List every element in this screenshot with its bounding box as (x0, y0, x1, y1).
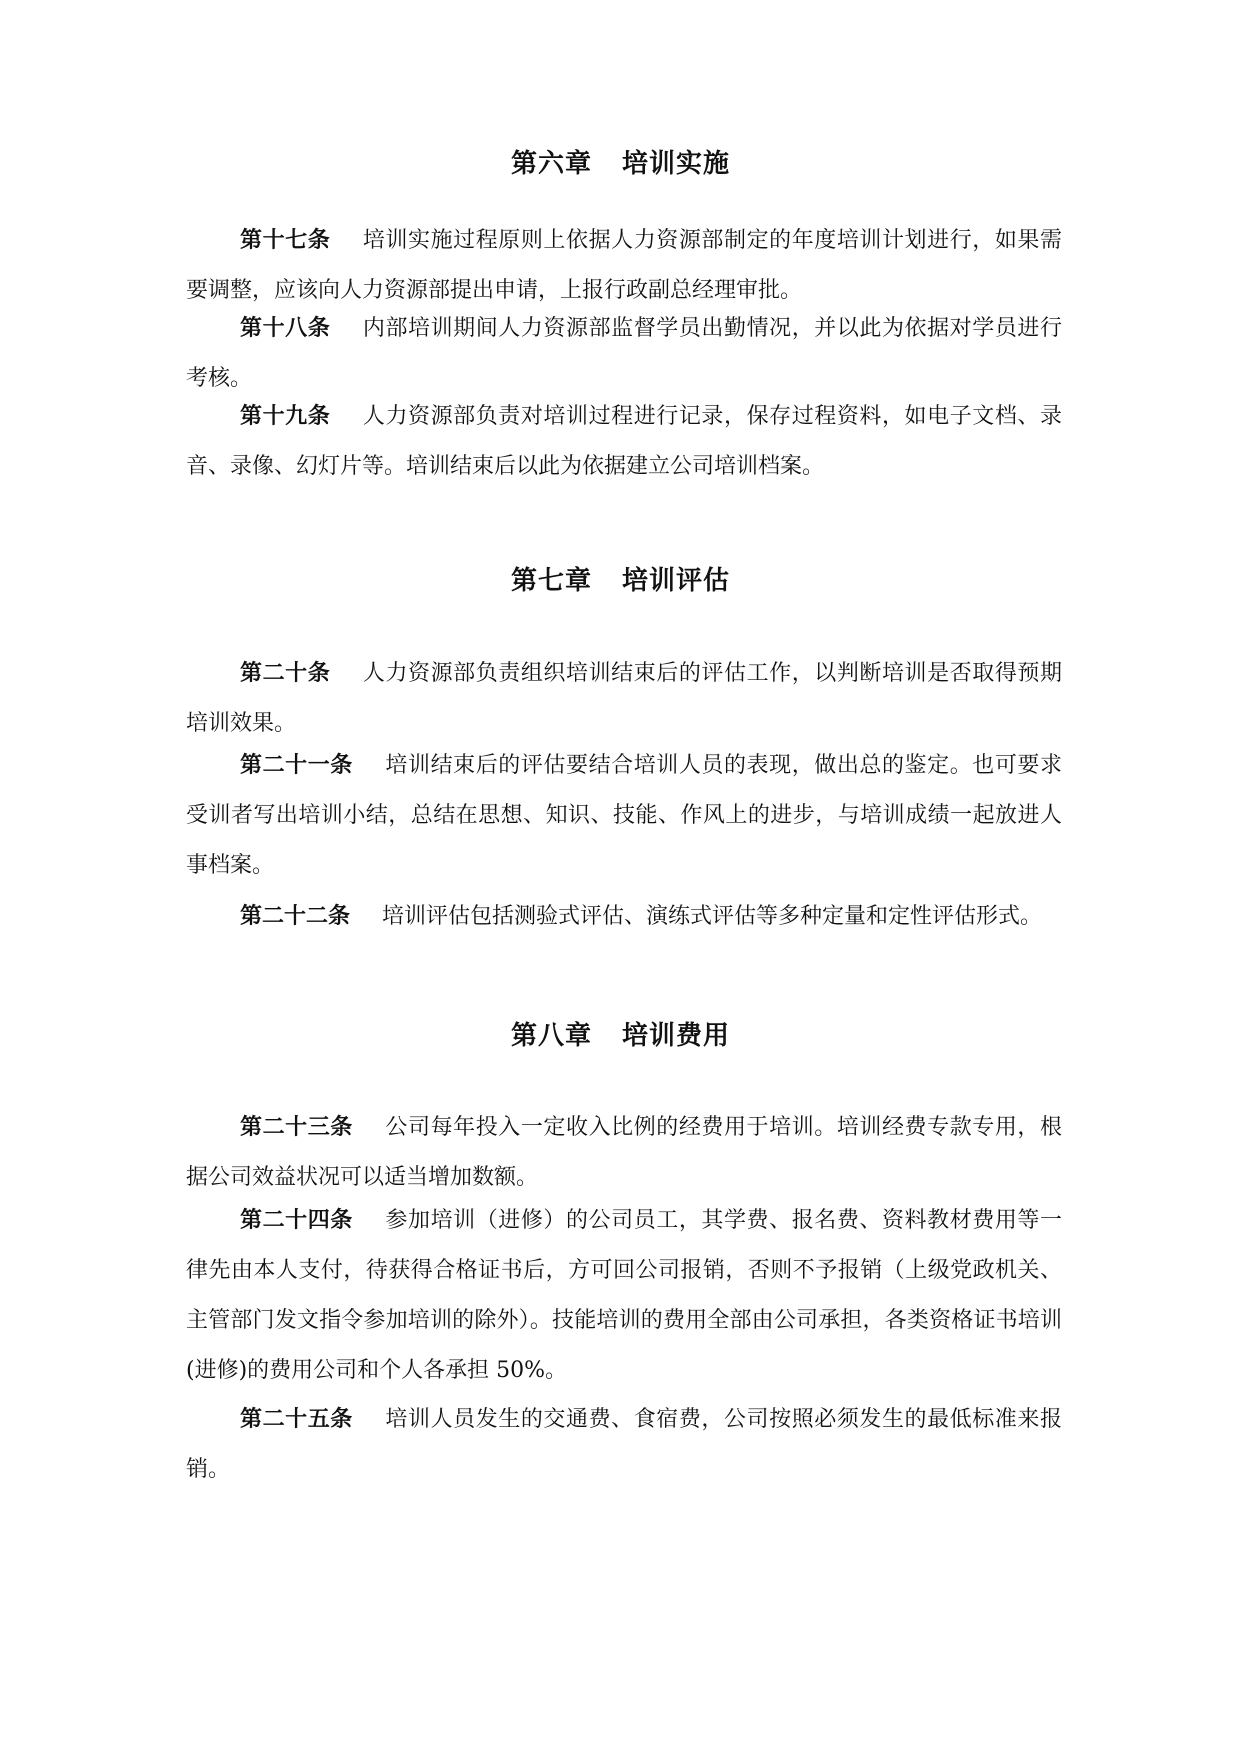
article-24 (186, 1195, 1062, 1396)
chapter-title-text: 培训费用 (622, 1021, 731, 1051)
article-label: 第二十五条 (240, 1406, 353, 1432)
article-text: 参加培训（进修）的公司员工，其学费、报名费、资料教材费用等一律先由本人支付，待获得合格证书后，方可回公司报销，否则不予报销（上级党政机关、主管部门发文指令参加培训的除外）。技能培训的费用全部由公司承担，各类资格证书培训(进修)的费用公司和个人各承担 50%。 (186, 1208, 1062, 1383)
article-19 (186, 391, 1062, 492)
chapter-title-text: 培训实施 (622, 149, 731, 179)
article-22 (186, 891, 1062, 942)
chapter-number: 第八章 (510, 1021, 592, 1051)
article-label: 第十九条 (240, 403, 331, 429)
chapter-title-text: 培训评估 (622, 566, 731, 596)
article-label: 第二十一条 (240, 752, 353, 778)
article-text: 培训评估包括测验式评估、演练式评估等多种定量和定性评估形式。 (382, 904, 1043, 929)
article-18 (186, 303, 1062, 404)
article-text: 培训人员发生的交通费、食宿费，公司按照必须发生的最低标准来报销。 (186, 1407, 1062, 1482)
article-23 (186, 1102, 1062, 1203)
article-label: 第二十条 (240, 660, 331, 686)
article-25 (186, 1394, 1062, 1495)
article-label: 第十七条 (240, 227, 331, 253)
article-label: 第二十四条 (240, 1207, 353, 1233)
article-text: 公司每年投入一定收入比例的经费用于培训。培训经费专款专用，根据公司效益状况可以适当增加数额。 (186, 1115, 1062, 1190)
chapter-7-heading (0, 563, 1241, 599)
chapter-6-heading (0, 146, 1241, 182)
article-label: 第二十二条 (240, 903, 351, 929)
chapter-number: 第六章 (510, 149, 592, 179)
article-text: 培训结束后的评估要结合培训人员的表现，做出总的鉴定。也可要求受训者写出培训小结，总结在思想、知识、技能、作风上的进步，与培训成绩一起放进人事档案。 (186, 753, 1062, 878)
article-text: 人力资源部负责组织培训结束后的评估工作，以判断培训是否取得预期培训效果。 (186, 661, 1062, 736)
article-text: 培训实施过程原则上依据人力资源部制定的年度培训计划进行，如果需要调整，应该向人力资源部提出申请，上报行政副总经理审批。 (186, 228, 1062, 303)
article-text: 内部培训期间人力资源部监督学员出勤情况，并以此为依据对学员进行考核。 (186, 316, 1062, 391)
article-21 (186, 740, 1062, 891)
article-label: 第十八条 (240, 315, 331, 341)
article-20 (186, 648, 1062, 749)
article-label: 第二十三条 (240, 1114, 353, 1140)
article-text: 人力资源部负责对培训过程进行记录，保存过程资料，如电子文档、录音、录像、幻灯片等。培训结束后以此为依据建立公司培训档案。 (186, 404, 1062, 479)
chapter-number: 第七章 (510, 566, 592, 596)
article-17 (186, 215, 1062, 316)
chapter-8-heading (0, 1018, 1241, 1054)
